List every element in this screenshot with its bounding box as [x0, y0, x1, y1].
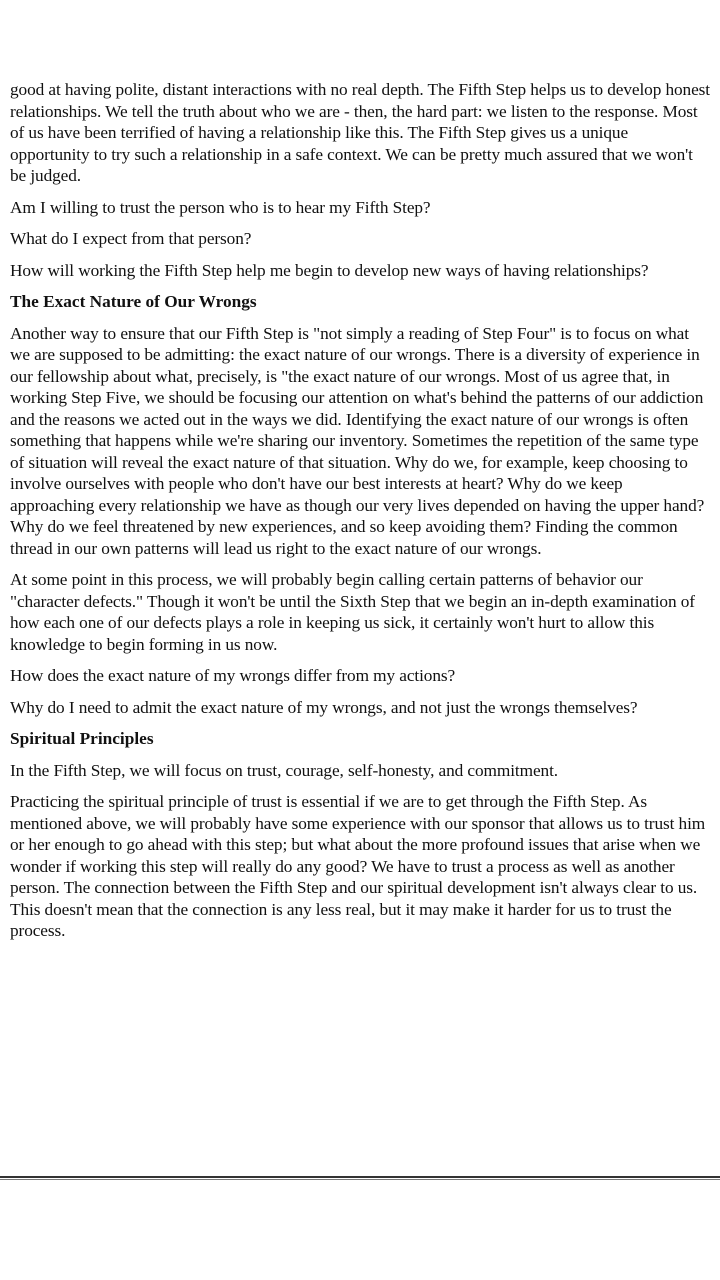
document-page [10, 79, 710, 952]
paragraph-focus-principles: In the Fifth Step, we will focus on trust, courage, self-honesty, and commitment. [10, 760, 558, 780]
section-heading-spiritual-principles: Spiritual Principles [10, 729, 154, 748]
paragraph-character-defects: At some point in this process, we will probably begin calling certain patterns of behavior our "character defects." Though it won't be until the Sixth Step that we begin an in-depth examination of how each one of our defects plays a role in keeping us sick, it certainly won't hurt to allow this knowledge to begin forming in us now. [10, 570, 695, 654]
paragraph-fifth-step-relationships: good at having polite, distant interactions with no real depth. The Fifth Step helps us to develop honest relationships. We tell the truth about who we are - then, the hard part: we listen to the response. Most of us have been terrified of having a relationship like this. The Fifth Step gives us a unique opportunity to try such a relationship in a safe context. We can be pretty much assured that we won't be judged. [10, 80, 710, 185]
paragraph-trust: Practicing the spiritual principle of trust is essential if we are to get through the Fifth Step. As mentioned above, we will probably have some experience with our sponsor that allows us to trust him or her enough to go ahead with this step; but what about the more profound issues that arise when we wonder if working this step will really do any good? We have to trust a process as well as another person. The connection between the Fifth Step and our spiritual development isn't always clear to us. This doesn't mean that the connection is any less real, but it may make it harder for us to trust the process. [10, 792, 706, 940]
question-admit-exact-nature: Why do I need to admit the exact nature of my wrongs, and not just the wrongs themselves? [10, 697, 638, 717]
question-expectations: What do I expect from that person? [10, 229, 252, 248]
page-divider [0, 1176, 720, 1180]
question-wrongs-vs-actions: How does the exact nature of my wrongs differ from my actions? [10, 666, 456, 685]
question-new-relationships: How will working the Fifth Step help me begin to develop new ways of having relationships? [10, 260, 649, 280]
question-trust-person: Am I willing to trust the person who is to hear my Fifth Step? [10, 197, 431, 217]
paragraph-exact-nature: Another way to ensure that our Fifth Step is "not simply a reading of Step Four" is to focus on what we are supposed to be admitting: the exact nature of our wrongs. There is a diversity of experience in our fellowship about what, precisely, is "the exact nature of our wrongs. Most of us agree that, in working Step Five, we should be focusing our attention on what's behind the patterns of our addiction and the reasons we acted out in the ways we did. Identifying the exact nature of our wrongs is often something that happens while we're sharing our inventory. Sometimes the repetition of the same type of situation will reveal the exact nature of that situation. Why do we, for example, keep choosing to involve ourselves with people who don't have our best interests at heart? Why do we keep approaching every relationship we have as though our very lives depended on having the upper hand? Why do we feel threatened by new experiences, and so keep avoiding them? Finding the common thread in our own patterns will lead us right to the exact nature of our wrongs. [10, 323, 705, 558]
section-heading-exact-nature: The Exact Nature of Our Wrongs [10, 292, 257, 311]
